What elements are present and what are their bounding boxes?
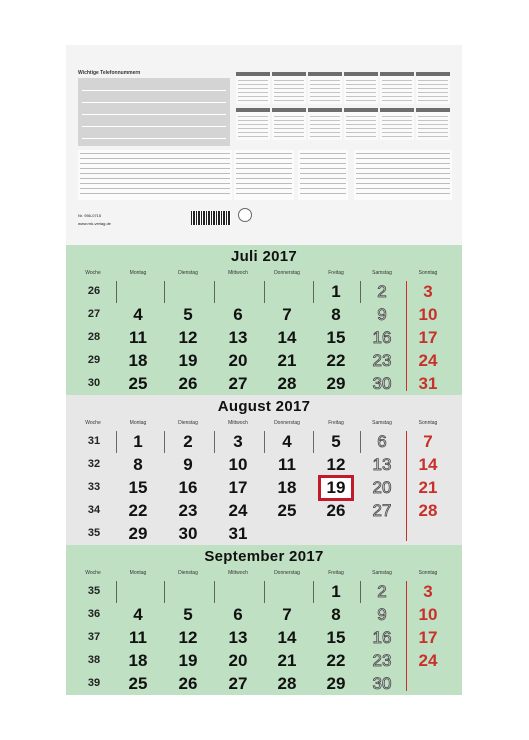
date-cell-friday[interactable]: 15 — [326, 328, 346, 347]
column-separator — [164, 581, 165, 603]
date-cell-monday[interactable]: 8 — [133, 455, 143, 474]
date-cell-wednesday[interactable]: 3 — [233, 432, 243, 451]
notes-title: Wichtige Telefonnummern — [78, 70, 141, 76]
holiday-table — [78, 150, 232, 200]
date-cell-sunday[interactable]: 17 — [418, 628, 438, 647]
date-cell-thursday[interactable]: 14 — [277, 328, 297, 347]
mini-month-block — [272, 72, 306, 104]
date-cell-saturday[interactable]: 23 — [372, 651, 392, 670]
website: www.rnk-verlag.de — [78, 221, 111, 226]
date-cell-wednesday[interactable]: 24 — [228, 501, 248, 520]
date-cell-thursday[interactable]: 25 — [277, 501, 297, 520]
date-cell-friday[interactable]: 1 — [331, 582, 341, 601]
date-cell-saturday[interactable]: 23 — [372, 351, 392, 370]
date-cell-thursday[interactable]: 7 — [282, 305, 292, 324]
mini-month-block — [308, 72, 342, 104]
date-cell-sunday[interactable]: 10 — [418, 605, 438, 624]
date-cell-saturday[interactable]: 9 — [377, 305, 387, 324]
date-cell-tuesday[interactable]: 23 — [178, 501, 198, 520]
column-separator — [313, 431, 314, 453]
date-cell-wednesday[interactable]: 6 — [233, 605, 243, 624]
sunday-separator — [406, 281, 407, 391]
week-number: 37 — [87, 631, 101, 643]
date-cell-tuesday[interactable]: 5 — [183, 305, 193, 324]
date-cell-sunday[interactable]: 24 — [418, 651, 438, 670]
mini-month-block — [380, 72, 414, 104]
date-cell-tuesday[interactable]: 12 — [178, 328, 198, 347]
date-cell-sunday[interactable]: 7 — [423, 432, 433, 451]
column-separator — [214, 431, 215, 453]
date-cell-saturday[interactable]: 6 — [377, 432, 387, 451]
today-date-cell[interactable]: 19 — [326, 478, 346, 497]
column-separator — [264, 581, 265, 603]
date-cell-thursday[interactable]: 18 — [277, 478, 297, 497]
date-cell-saturday[interactable]: 30 — [372, 674, 392, 693]
date-cell-sunday[interactable]: 3 — [423, 582, 433, 601]
column-separator — [116, 581, 117, 603]
publisher-logo — [238, 208, 252, 222]
weekday-header-tuesday: Dienstag — [178, 270, 198, 276]
barcode — [191, 211, 231, 225]
date-cell-sunday[interactable]: 14 — [418, 455, 438, 474]
mini-month-block — [236, 108, 270, 140]
week-number: 33 — [87, 481, 101, 493]
weekday-header-sunday: Sonntag — [418, 420, 438, 426]
date-cell-friday[interactable]: 29 — [326, 674, 346, 693]
week-number: 35 — [87, 527, 101, 539]
mini-month-block — [308, 108, 342, 140]
weekday-header-tuesday: Dienstag — [178, 570, 198, 576]
column-separator — [116, 281, 117, 303]
wall-calendar — [66, 45, 462, 695]
date-cell-monday[interactable]: 25 — [128, 674, 148, 693]
holiday-table — [354, 150, 452, 200]
date-cell-friday[interactable]: 8 — [331, 605, 341, 624]
date-cell-saturday[interactable]: 16 — [372, 328, 392, 347]
sunday-separator — [406, 581, 407, 691]
week-number: 30 — [87, 377, 101, 389]
date-cell-tuesday[interactable]: 30 — [178, 524, 198, 543]
week-number: 31 — [87, 435, 101, 447]
weekday-header-wednesday: Mittwoch — [228, 420, 248, 426]
mini-month-block — [344, 72, 378, 104]
date-cell-tuesday[interactable]: 2 — [183, 432, 193, 451]
column-separator — [360, 431, 361, 453]
date-cell-sunday[interactable]: 17 — [418, 328, 438, 347]
date-cell-wednesday[interactable]: 17 — [228, 478, 248, 497]
date-cell-sunday[interactable]: 28 — [418, 501, 438, 520]
holiday-table — [298, 150, 348, 200]
date-cell-sunday[interactable]: 3 — [423, 282, 433, 301]
weekday-header-monday: Montag — [129, 270, 147, 276]
date-cell-thursday[interactable]: 4 — [282, 432, 292, 451]
date-cell-saturday[interactable]: 27 — [372, 501, 392, 520]
week-column-header: Woche — [85, 570, 101, 576]
weekday-header-thursday: Donnerstag — [274, 420, 300, 426]
weekday-header-wednesday: Mittwoch — [228, 570, 248, 576]
month-title: Juli 2017 — [230, 248, 298, 265]
date-cell-wednesday[interactable]: 10 — [228, 455, 248, 474]
date-cell-saturday[interactable]: 9 — [377, 605, 387, 624]
date-cell-friday[interactable]: 22 — [326, 651, 346, 670]
date-cell-tuesday[interactable]: 16 — [178, 478, 198, 497]
column-separator — [214, 281, 215, 303]
week-number: 26 — [87, 285, 101, 297]
date-cell-wednesday[interactable]: 27 — [228, 374, 248, 393]
weekday-header-thursday: Donnerstag — [274, 270, 300, 276]
date-cell-tuesday[interactable]: 12 — [178, 628, 198, 647]
date-cell-friday[interactable]: 5 — [331, 432, 341, 451]
date-cell-friday[interactable]: 26 — [326, 501, 346, 520]
date-cell-monday[interactable]: 4 — [133, 605, 143, 624]
date-cell-wednesday[interactable]: 13 — [228, 628, 248, 647]
date-cell-saturday[interactable]: 2 — [377, 582, 387, 601]
date-cell-monday[interactable]: 29 — [128, 524, 148, 543]
weekday-header-saturday: Samstag — [372, 570, 392, 576]
date-cell-wednesday[interactable]: 20 — [228, 351, 248, 370]
date-cell-thursday[interactable]: 7 — [282, 605, 292, 624]
date-cell-wednesday[interactable]: 6 — [233, 305, 243, 324]
week-number: 35 — [87, 585, 101, 597]
month-panel-july — [66, 245, 462, 395]
weekday-header-tuesday: Dienstag — [178, 420, 198, 426]
date-cell-monday[interactable]: 4 — [133, 305, 143, 324]
column-separator — [313, 581, 314, 603]
mini-month-block — [236, 72, 270, 104]
month-panel-september — [66, 545, 462, 695]
date-cell-wednesday[interactable]: 31 — [228, 524, 248, 543]
date-cell-thursday[interactable]: 21 — [277, 651, 297, 670]
month-title: September 2017 — [204, 548, 324, 565]
date-cell-tuesday[interactable]: 26 — [178, 374, 198, 393]
mini-month-block — [416, 108, 450, 140]
week-column-header: Woche — [85, 270, 101, 276]
mini-month-block — [344, 108, 378, 140]
date-cell-thursday[interactable]: 11 — [278, 455, 296, 474]
date-cell-monday[interactable]: 18 — [128, 351, 148, 370]
article-number: Nr. 956-0715 — [78, 213, 102, 218]
column-separator — [264, 281, 265, 303]
week-number: 38 — [87, 654, 101, 666]
weekday-header-saturday: Samstag — [372, 420, 392, 426]
week-number: 36 — [87, 608, 101, 620]
date-cell-monday[interactable]: 18 — [128, 651, 148, 670]
date-cell-saturday[interactable]: 13 — [372, 455, 392, 474]
date-cell-wednesday[interactable]: 20 — [228, 651, 248, 670]
week-number: 28 — [87, 331, 101, 343]
column-separator — [264, 431, 265, 453]
date-cell-friday[interactable]: 15 — [326, 628, 346, 647]
date-cell-tuesday[interactable]: 19 — [178, 651, 198, 670]
date-cell-friday[interactable]: 1 — [331, 282, 341, 301]
mini-month-block — [416, 72, 450, 104]
date-cell-saturday[interactable]: 16 — [372, 628, 392, 647]
calendar-header-strip — [66, 45, 462, 245]
date-cell-monday[interactable]: 11 — [129, 628, 147, 647]
date-cell-thursday[interactable]: 14 — [277, 628, 297, 647]
weekday-header-saturday: Samstag — [372, 270, 392, 276]
date-cell-saturday[interactable]: 2 — [377, 282, 387, 301]
weekday-header-friday: Freitag — [328, 570, 344, 576]
month-panel-august — [66, 395, 462, 545]
week-column-header: Woche — [85, 420, 101, 426]
weekday-header-monday: Montag — [129, 420, 147, 426]
date-cell-sunday[interactable]: 10 — [418, 305, 438, 324]
date-cell-friday[interactable]: 12 — [326, 455, 346, 474]
date-cell-monday[interactable]: 11 — [129, 328, 147, 347]
date-cell-tuesday[interactable]: 19 — [178, 351, 198, 370]
week-number: 39 — [87, 677, 101, 689]
date-cell-friday[interactable]: 8 — [331, 305, 341, 324]
column-separator — [313, 281, 314, 303]
sunday-separator — [406, 431, 407, 541]
column-separator — [164, 281, 165, 303]
week-number: 29 — [87, 354, 101, 366]
date-cell-wednesday[interactable]: 13 — [228, 328, 248, 347]
month-title: August 2017 — [217, 398, 311, 415]
phone-notes-box — [78, 78, 230, 146]
column-separator — [360, 281, 361, 303]
column-separator — [164, 431, 165, 453]
date-cell-monday[interactable]: 22 — [128, 501, 148, 520]
mini-month-block — [380, 108, 414, 140]
weekday-header-friday: Freitag — [328, 420, 344, 426]
date-cell-thursday[interactable]: 21 — [277, 351, 297, 370]
week-number: 27 — [87, 308, 101, 320]
date-cell-monday[interactable]: 1 — [133, 432, 143, 451]
date-cell-tuesday[interactable]: 5 — [183, 605, 193, 624]
date-cell-monday[interactable]: 25 — [128, 374, 148, 393]
date-cell-friday[interactable]: 29 — [326, 374, 346, 393]
date-cell-tuesday[interactable]: 9 — [183, 455, 193, 474]
date-cell-sunday[interactable]: 24 — [418, 351, 438, 370]
date-cell-friday[interactable]: 22 — [326, 351, 346, 370]
week-number: 34 — [87, 504, 101, 516]
date-cell-tuesday[interactable]: 26 — [178, 674, 198, 693]
date-cell-wednesday[interactable]: 27 — [228, 674, 248, 693]
weekday-header-sunday: Sonntag — [418, 270, 438, 276]
date-cell-monday[interactable]: 15 — [128, 478, 148, 497]
date-cell-saturday[interactable]: 30 — [372, 374, 392, 393]
column-separator — [116, 431, 117, 453]
holiday-table — [234, 150, 294, 200]
weekday-header-sunday: Sonntag — [418, 570, 438, 576]
date-cell-sunday[interactable]: 31 — [418, 374, 438, 393]
column-separator — [360, 581, 361, 603]
date-cell-saturday[interactable]: 20 — [372, 478, 392, 497]
column-separator — [214, 581, 215, 603]
date-cell-thursday[interactable]: 28 — [277, 374, 297, 393]
date-cell-sunday[interactable]: 21 — [418, 478, 438, 497]
week-number: 32 — [87, 458, 101, 470]
mini-month-block — [272, 108, 306, 140]
weekday-header-wednesday: Mittwoch — [228, 270, 248, 276]
date-cell-thursday[interactable]: 28 — [277, 674, 297, 693]
weekday-header-thursday: Donnerstag — [274, 570, 300, 576]
weekday-header-monday: Montag — [129, 570, 147, 576]
weekday-header-friday: Freitag — [328, 270, 344, 276]
